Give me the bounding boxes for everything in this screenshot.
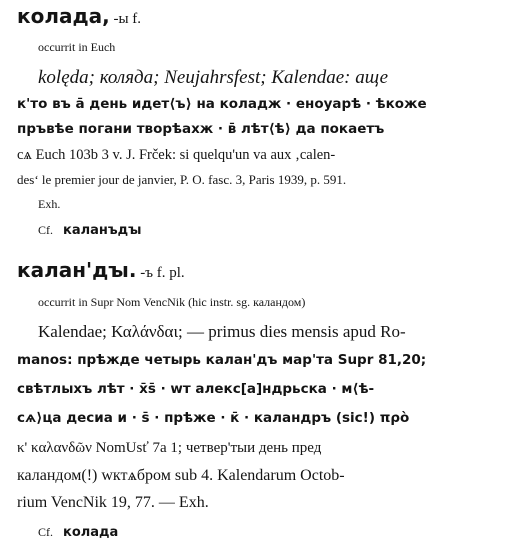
citation-line: manos: прѣжде четырь калан'дъ мар'та Supr 81,20; (17, 352, 427, 368)
cf-label: Cf. (38, 223, 53, 237)
grammar-label: -ъ f. pl. (136, 265, 185, 281)
cross-reference (38, 524, 118, 540)
citation-line: свѣтлыхъ лѣт · х̄ѕ̄ · wт алекс[а]ндрьска · м⟨ѣ- (17, 381, 375, 397)
exh-mark: Exh. (38, 197, 61, 211)
citation-line: сѧ⟩ца десиа и · ѕ̄ · прѣже · к̄ · каландръ (sic!) πρὸ (17, 410, 410, 426)
cf-word: каланъдꙑ (63, 223, 142, 238)
citation-line: каландом(!) wктѧбром sub 4. Kalendarum Octob- (17, 467, 345, 484)
entry-header (17, 6, 141, 27)
definition-line: Kalendae; Καλάνδαι; — primus dies mensis apud Ro- (38, 322, 406, 341)
citation-line: пръвѣе погани творѣахж · в̄ лѣт⟨ѣ⟩ да покаетъ (17, 121, 385, 137)
grammar-label: -ы f. (109, 11, 142, 27)
cf-word: колада (63, 525, 119, 540)
definition-line: kolęda; коляда; Neujahrsfest; Kalendae: аще (38, 67, 388, 88)
occurrence-note: occurrit in Euch (38, 40, 116, 54)
reference-line: des‘ le premier jour de janvier, P. O. fasc. 3, Paris 1939, p. 591. (17, 172, 347, 187)
citation-line: κ' καλανδῶν NomUsť 7a 1; четвер'тыи день пред (17, 440, 322, 456)
cross-reference (38, 222, 142, 238)
citation-line: rium VencNik 19, 77. — Exh. (17, 494, 209, 511)
citation-line: сѧ Euch 103b 3 v. J. Frček: si quelqu'un va aux ‚calen- (17, 147, 336, 163)
headword: колада, (17, 4, 110, 28)
cf-label: Cf. (38, 525, 53, 539)
entry-header (17, 260, 185, 281)
occurrence-note: occurrit in Supr Nom VencNik (hic instr. sg. каландом) (38, 295, 306, 309)
headword: калан'дꙑ. (17, 258, 137, 282)
citation-line: к'то въ а̄ день идет⟨ъ⟩ на коладж · еноуарѣ · ѣкоже (17, 96, 427, 112)
